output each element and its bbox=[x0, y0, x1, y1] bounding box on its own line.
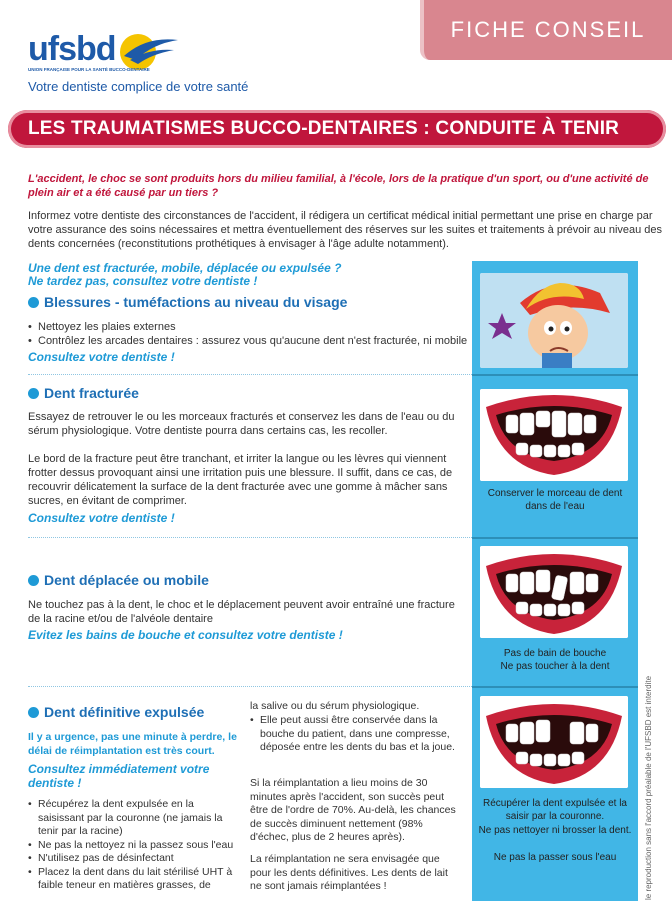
list-item: • Ne pas la nettoyez ni la passez sous l'eau bbox=[28, 839, 240, 853]
list-item: • Contrôlez les arcades dentaires : assurez vous qu'aucune dent n'est fracturée, ni mobile bbox=[28, 334, 468, 348]
divider bbox=[472, 686, 638, 688]
logo-subtitle: UNION FRANÇAISE POUR LA SANTÉ BUCCO-DENTAIRE bbox=[28, 67, 150, 72]
displaced-caption-2: Ne pas toucher à la dent bbox=[500, 661, 610, 672]
page-title: LES TRAUMATISMES BUCCO-DENTAIRES : CONDUITE À TENIR bbox=[28, 118, 620, 139]
bullet-dot-icon bbox=[28, 388, 39, 399]
expelled-tooth-photo bbox=[480, 696, 628, 788]
ufsbd-logo: ufsbd bbox=[28, 30, 116, 68]
deplacee-consult: Evitez les bains de bouche et consultez votre dentiste ! bbox=[28, 628, 343, 642]
expulsee-col2-paragraph-1: Si la réimplantation a lieu moins de 30 minutes après l'accident, son succès peut être de l'ordre de 70%. Au-delà, les chances de succès diminuent nettement (98% d'échec, plus de 2 heures après). bbox=[250, 777, 456, 843]
injured-kid-illustration bbox=[480, 273, 628, 368]
intro-question: L'accident, le choc se sont produits hors du milieu familial, à l'école, lors de la pratique d'un sport, ou d'une activité de plein air et a été causé par un tiers ? bbox=[28, 173, 649, 199]
displaced-caption-1: Pas de bain de bouche bbox=[503, 648, 607, 659]
section-expulsee-heading bbox=[28, 704, 204, 720]
fracturee-consult: Consultez votre dentiste ! bbox=[28, 511, 175, 525]
divider bbox=[28, 537, 472, 538]
section-deplacee-heading bbox=[28, 572, 209, 588]
expulsee-urgence: Il y a urgence, pas une minute à perdre, le délai de réimplantation est très court. bbox=[28, 731, 237, 757]
section-blessures-heading bbox=[28, 294, 347, 310]
bullet-dot-icon bbox=[28, 707, 39, 718]
section-title: Dent déplacée ou mobile bbox=[44, 572, 209, 588]
list-item: • N'utilisez pas de désinfectant bbox=[28, 852, 240, 866]
blessures-list bbox=[28, 320, 468, 348]
list-item: • Elle peut aussi être conservée dans la bouche du patient, dans une compresse, déposée entre les dents du bas et la joue. bbox=[250, 714, 462, 755]
list-item: • Nettoyez les plaies externes bbox=[28, 320, 468, 334]
displaced-tooth-photo bbox=[480, 546, 628, 638]
expulsee-col2-list bbox=[250, 714, 462, 755]
blessures-consult: Consultez votre dentiste ! bbox=[28, 350, 175, 364]
fracture-caption: Conserver le morceau de dent dans de l'eau bbox=[487, 488, 623, 512]
intro-text: Informez votre dentiste des circonstances de l'accident, il rédigera un certificat médical initial permettant une prise en charge par votre assurance des soins nécessaires et mettra éventuellement des réserves sur les suites et traitements à prévoir au niveau des dents concernées (reconstitutions prothétiques à envisager à l'âge adulte notamment). bbox=[28, 210, 663, 250]
expulsee-list bbox=[28, 798, 240, 893]
bullet-dot-icon bbox=[28, 575, 39, 586]
expelled-caption-3: Ne pas la passer sous l'eau bbox=[493, 852, 617, 863]
list-item: • Récupérez la dent expulsée en la saisissant par la couronne (ne jamais la tenir par la racine) bbox=[28, 798, 240, 839]
expelled-caption-2: Ne pas nettoyer ni brosser la dent. bbox=[478, 825, 632, 836]
divider bbox=[28, 686, 472, 687]
divider bbox=[472, 374, 638, 376]
divider bbox=[28, 374, 472, 375]
fracturee-paragraph-2: Le bord de la fracture peut être tranchant, et irriter la langue ou les lèvres qui viennent frotter dessus provoquant ainsi une irritation puis une blessure. Il suffit, dans ce cas, de recouvrir délicatement la surface de la dent fracturée avec une gomme à mâcher sans sucres, en évitant de comprimer. bbox=[28, 453, 453, 507]
alert-line-2: Ne tardez pas, consultez votre dentiste ! bbox=[28, 274, 258, 288]
header bbox=[0, 0, 672, 110]
list-item: • Placez la dent dans du lait stérilisé UHT à faible teneur en matières grasses, de bbox=[28, 866, 240, 893]
expulsee-col2-intro: la salive ou du sérum physiologique. bbox=[250, 700, 420, 712]
tagline: Votre dentiste complice de votre santé bbox=[28, 79, 249, 94]
expulsee-col2-paragraph-2: La réimplantation ne sera envisagée que pour les dents définitives. Les dents de lait ne sont jamais réimplantées ! bbox=[250, 853, 448, 892]
alert-line-1: Une dent est fracturée, mobile, déplacée ou expulsée ? bbox=[28, 261, 342, 275]
deplacee-paragraph: Ne touchez pas à la dent, le choc et le déplacement peuvent avoir entraîné une fracture de la racine et/ou de l'alvéole dentaire bbox=[28, 599, 455, 625]
section-title: Blessures - tuméfactions au niveau du visage bbox=[44, 294, 348, 310]
divider bbox=[472, 537, 638, 539]
image-column bbox=[472, 261, 638, 901]
copyright-side-note: le reproduction sans l'accord préalable de l'UFSBD est interdite bbox=[644, 675, 653, 900]
expulsee-consult: Consultez immédiatement votre dentiste ! bbox=[28, 762, 210, 790]
section-title: Dent fracturée bbox=[44, 385, 139, 401]
expelled-caption-1: Récupérer la dent expulsée et la saisir par la couronne. bbox=[483, 798, 627, 822]
bullet-dot-icon bbox=[28, 297, 39, 308]
fiche-conseil-tab: FICHE CONSEIL bbox=[420, 0, 672, 60]
title-banner bbox=[8, 110, 666, 148]
fracturee-paragraph-1: Essayez de retrouver le ou les morceaux fracturés et conservez les dans de l'eau ou du sérum physiologique. Votre dentiste pourra dans certains cas, les recoller. bbox=[28, 411, 455, 437]
fractured-tooth-photo bbox=[480, 389, 628, 481]
section-fracturee-heading bbox=[28, 385, 139, 401]
section-title: Dent définitive expulsée bbox=[44, 704, 205, 720]
